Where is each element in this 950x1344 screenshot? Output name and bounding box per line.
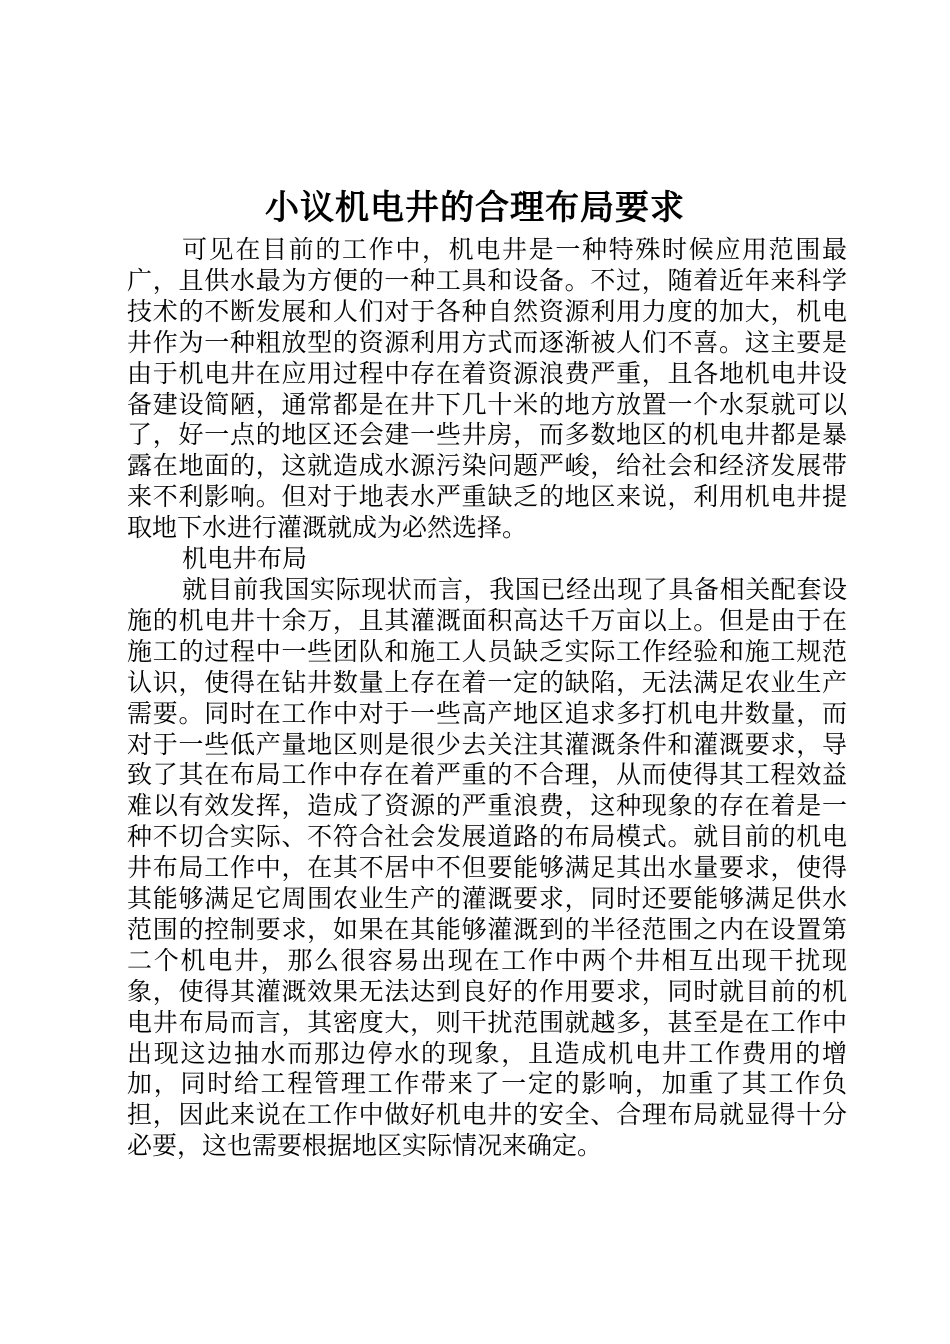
paragraph-layout: 就目前我国实际现状而言，我国已经出现了具备相关配套设施的机电井十余万，且其灌溉面积高达千万亩以上。但是由于在施工的过程中一些团队和施工人员缺乏实际工作经验和施工规范认识，使得在钻井数量上存在着一定的缺陷，无法满足农业生产需要。同时在工作中对于一些高产地区追求多打机电井数量，而对于一些低产量地区则是很少去关注其灌溉条件和灌溉要求，导致了其在布局工作中存在着严重的不合理，从而使得其工程效益难以有效发挥，造成了资源的严重浪费，这种现象的存在着是一种不切合实际、不符合社会发展道路的布局模式。就目前的机电井布局工作中，在其不居中不但要能够满足其出水量要求，使得其能够满足它周围农业生产的灌溉要求，同时还要能够满足供水范围的控制要求，如果在其能够灌溉到的半径范围之内在设置第二个机电井，那么很容易出现在工作中两个井相互出现干扰现象，使得其灌溉效果无法达到良好的作用要求，同时就目前的机电井布局而言，其密度大，则干扰范围就越多，甚至是在工作中出现这边抽水而那边停水的现象，且造成机电井工作费用的增加，同时给工程管理工作带来了一定的影响，加重了其工作负担，因此来说在工作中做好机电井的安全、合理布局就显得十分必要，这也需要根据地区实际情况来确定。	[127, 574, 847, 1161]
section-heading: 机电井布局	[182, 544, 308, 574]
document-body	[127, 235, 847, 1162]
document-title: 小议机电井的合理布局要求	[265, 188, 685, 228]
paragraph-intro: 可见在目前的工作中，机电井是一种特殊时候应用范围最广，且供水最为方便的一种工具和设备。不过，随着近年来科学技术的不断发展和人们对于各种自然资源利用力度的加大，机电井作为一种粗放型的资源利用方式而逐渐被人们不喜。这主要是由于机电井在应用过程中存在着资源浪费严重，且各地机电井设备建设简陋，通常都是在井下几十米的地方放置一个水泵就可以了，好一点的地区还会建一些井房，而多数地区的机电井都是暴露在地面的，这就造成水源污染问题严峻，给社会和经济发展带来不利影响。但对于地表水严重缺乏的地区来说，利用机电井提取地下水进行灌溉就成为必然选择。	[127, 235, 847, 543]
